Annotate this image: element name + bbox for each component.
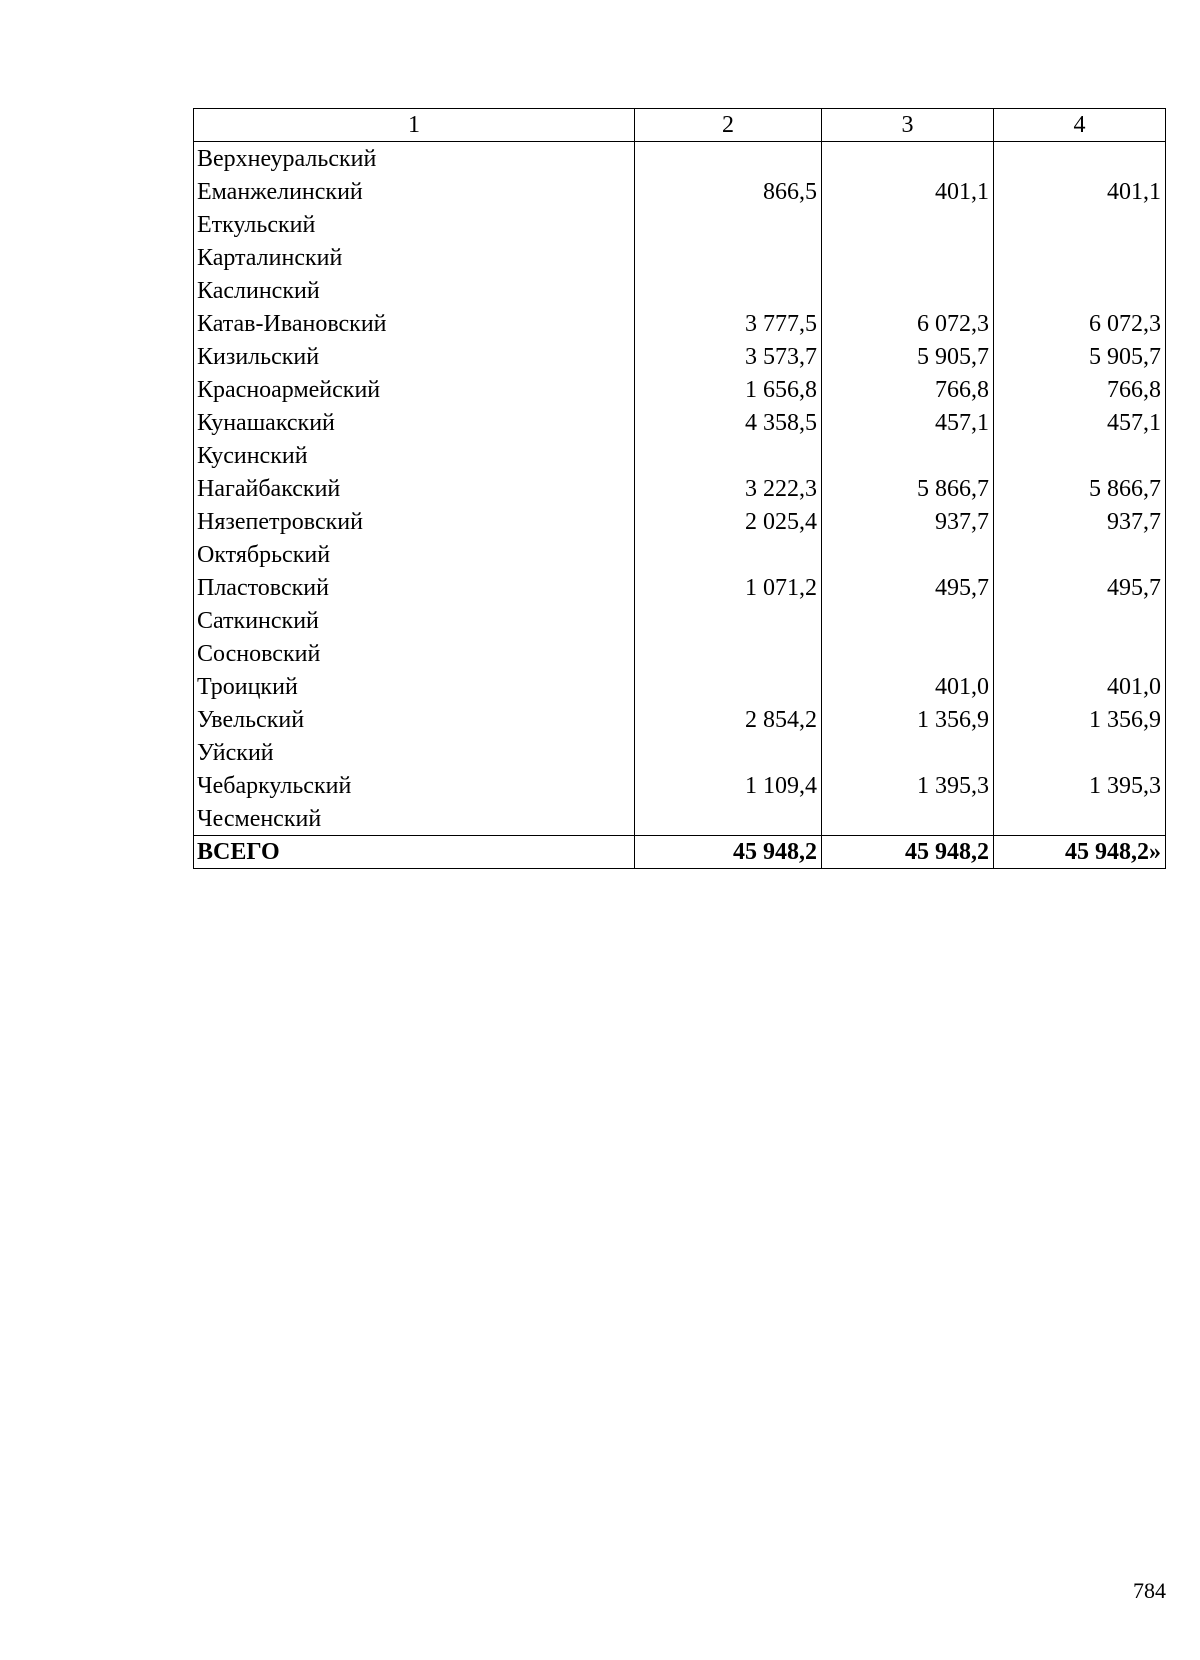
table-row <box>194 802 1166 836</box>
row-value-col2 <box>635 637 822 670</box>
row-value-col2 <box>635 142 822 176</box>
total-value-col3: 45 948,2 <box>822 836 994 869</box>
row-value-col4: 766,8 <box>994 373 1166 406</box>
row-value-col3: 6 072,3 <box>822 307 994 340</box>
row-value-col2: 1 071,2 <box>635 571 822 604</box>
row-value-col2 <box>635 208 822 241</box>
row-value-col2: 2 854,2 <box>635 703 822 736</box>
row-value-col4: 401,1 <box>994 175 1166 208</box>
row-value-col4 <box>994 241 1166 274</box>
row-value-col2: 3 222,3 <box>635 472 822 505</box>
row-value-col2: 1 656,8 <box>635 373 822 406</box>
table-row <box>194 373 1166 406</box>
total-value-col2: 45 948,2 <box>635 836 822 869</box>
row-value-col4 <box>994 439 1166 472</box>
row-name: Пластовский <box>194 571 635 604</box>
row-value-col3: 1 395,3 <box>822 769 994 802</box>
total-label: ВСЕГО <box>194 836 635 869</box>
row-name: Уйский <box>194 736 635 769</box>
table-row <box>194 340 1166 373</box>
row-value-col4 <box>994 208 1166 241</box>
data-table <box>193 108 1166 869</box>
row-value-col4: 1 395,3 <box>994 769 1166 802</box>
row-value-col2: 2 025,4 <box>635 505 822 538</box>
row-value-col3 <box>822 208 994 241</box>
row-value-col3: 1 356,9 <box>822 703 994 736</box>
row-value-col2 <box>635 439 822 472</box>
row-name: Кизильский <box>194 340 635 373</box>
row-value-col3 <box>822 802 994 836</box>
row-value-col3 <box>822 637 994 670</box>
row-name: Чесменский <box>194 802 635 836</box>
column-header-4: 4 <box>994 109 1166 142</box>
row-value-col2 <box>635 736 822 769</box>
table-body <box>194 142 1166 869</box>
table-row <box>194 208 1166 241</box>
row-value-col3 <box>822 736 994 769</box>
row-value-col2 <box>635 538 822 571</box>
table-row <box>194 505 1166 538</box>
row-value-col3: 401,1 <box>822 175 994 208</box>
row-value-col3: 457,1 <box>822 406 994 439</box>
table-row <box>194 406 1166 439</box>
row-value-col2 <box>635 241 822 274</box>
row-name: Еткульский <box>194 208 635 241</box>
table-row <box>194 604 1166 637</box>
row-name: Катав-Ивановский <box>194 307 635 340</box>
row-value-col3 <box>822 439 994 472</box>
row-value-col4 <box>994 604 1166 637</box>
row-value-col2 <box>635 604 822 637</box>
row-value-col2: 3 777,5 <box>635 307 822 340</box>
row-value-col2 <box>635 670 822 703</box>
row-name: Октябрьский <box>194 538 635 571</box>
row-name: Нагайбакский <box>194 472 635 505</box>
row-value-col4: 457,1 <box>994 406 1166 439</box>
row-name: Увельский <box>194 703 635 736</box>
table-row <box>194 439 1166 472</box>
row-value-col2: 1 109,4 <box>635 769 822 802</box>
row-name: Верхнеуральский <box>194 142 635 176</box>
header-row <box>194 109 1166 142</box>
table-row <box>194 472 1166 505</box>
row-name: Кусинский <box>194 439 635 472</box>
table-row <box>194 769 1166 802</box>
row-name: Еманжелинский <box>194 175 635 208</box>
row-value-col3: 401,0 <box>822 670 994 703</box>
row-value-col2: 4 358,5 <box>635 406 822 439</box>
row-value-col4: 937,7 <box>994 505 1166 538</box>
row-value-col4 <box>994 274 1166 307</box>
table-row <box>194 703 1166 736</box>
row-value-col3 <box>822 274 994 307</box>
row-value-col3 <box>822 538 994 571</box>
row-value-col4: 6 072,3 <box>994 307 1166 340</box>
row-value-col3: 5 905,7 <box>822 340 994 373</box>
row-value-col4: 5 905,7 <box>994 340 1166 373</box>
row-name: Сосновский <box>194 637 635 670</box>
row-value-col3 <box>822 142 994 176</box>
table-row <box>194 241 1166 274</box>
row-name: Каслинский <box>194 274 635 307</box>
row-value-col3: 495,7 <box>822 571 994 604</box>
table-row <box>194 571 1166 604</box>
row-value-col4 <box>994 802 1166 836</box>
row-name: Красноармейский <box>194 373 635 406</box>
row-name: Чебаркульский <box>194 769 635 802</box>
row-name: Троицкий <box>194 670 635 703</box>
table-row <box>194 637 1166 670</box>
row-value-col4 <box>994 736 1166 769</box>
row-value-col2 <box>635 802 822 836</box>
row-value-col3: 766,8 <box>822 373 994 406</box>
table-row <box>194 274 1166 307</box>
total-row <box>194 836 1166 869</box>
row-value-col3: 937,7 <box>822 505 994 538</box>
row-value-col4: 495,7 <box>994 571 1166 604</box>
table-row <box>194 175 1166 208</box>
row-value-col4 <box>994 142 1166 176</box>
row-value-col2 <box>635 274 822 307</box>
row-name: Карталинский <box>194 241 635 274</box>
table-row <box>194 142 1166 176</box>
row-value-col3: 5 866,7 <box>822 472 994 505</box>
row-value-col4 <box>994 538 1166 571</box>
row-name: Кунашакский <box>194 406 635 439</box>
table-row <box>194 307 1166 340</box>
table-row <box>194 670 1166 703</box>
row-value-col4: 5 866,7 <box>994 472 1166 505</box>
row-value-col4: 1 356,9 <box>994 703 1166 736</box>
page-number: 784 <box>1133 1578 1166 1603</box>
row-value-col4: 401,0 <box>994 670 1166 703</box>
row-value-col3 <box>822 241 994 274</box>
row-value-col3 <box>822 604 994 637</box>
row-name: Саткинский <box>194 604 635 637</box>
table-row <box>194 538 1166 571</box>
column-header-3: 3 <box>822 109 994 142</box>
total-value-col4: 45 948,2» <box>994 836 1166 869</box>
row-value-col4 <box>994 637 1166 670</box>
row-value-col2: 866,5 <box>635 175 822 208</box>
column-header-1: 1 <box>194 109 635 142</box>
column-header-2: 2 <box>635 109 822 142</box>
row-value-col2: 3 573,7 <box>635 340 822 373</box>
row-name: Нязепетровский <box>194 505 635 538</box>
table-row <box>194 736 1166 769</box>
